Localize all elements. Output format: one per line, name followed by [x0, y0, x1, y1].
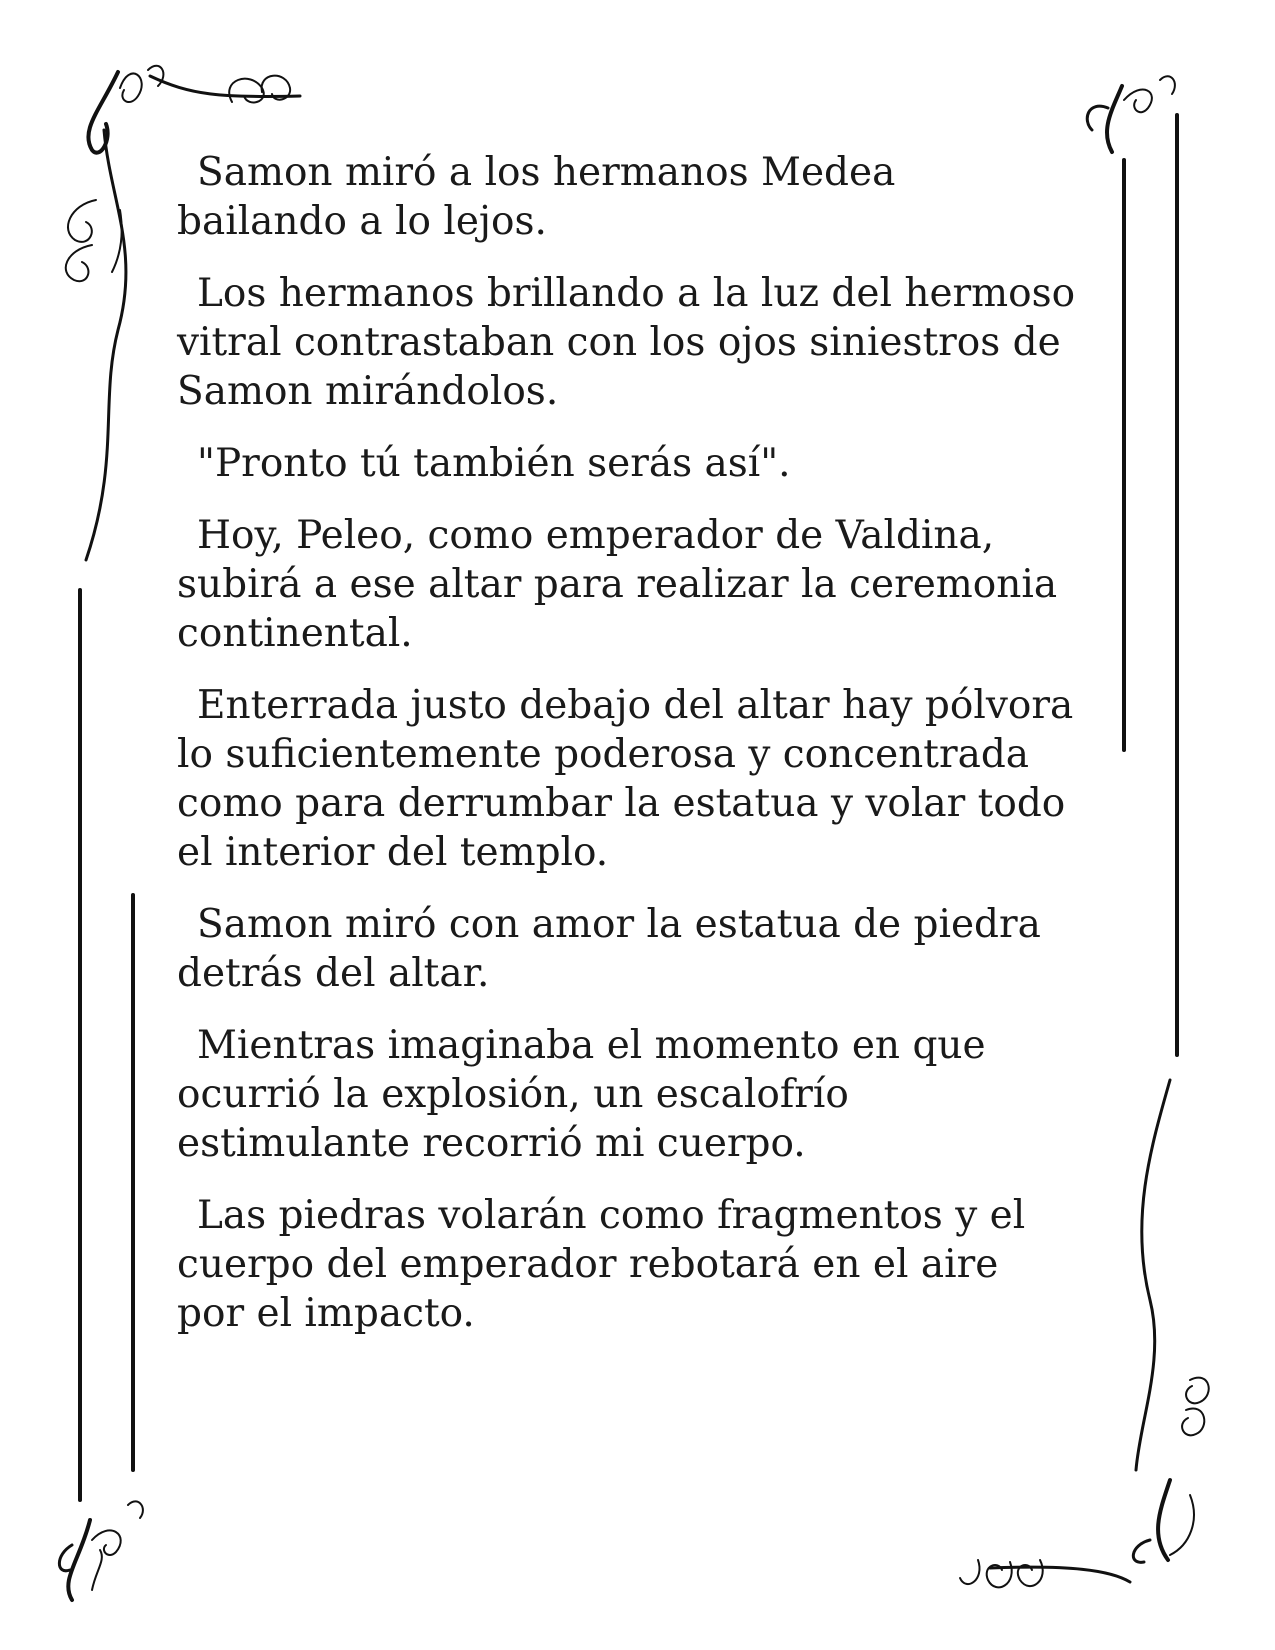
paragraph: Los hermanos brillando a la luz del hermoso vitral contrastaban con los ojos siniestros de Samon mirándolos.	[177, 271, 1076, 414]
paragraph: "Pronto tú también serás así".	[197, 441, 791, 486]
top-right-flourish	[1087, 76, 1175, 152]
paragraph: Samon miró a los hermanos Medea bailando a lo lejos.	[177, 150, 896, 244]
bottom-left-flourish	[59, 1501, 143, 1600]
story-text	[177, 148, 1077, 1361]
paragraph: Mientras imaginaba el momento en que ocurrió la explosión, un escalofrío estimulante recorrió mi cuerpo.	[177, 1023, 986, 1166]
paragraph: Samon miró con amor la estatua de piedra detrás del altar.	[177, 902, 1041, 996]
paragraph: Enterrada justo debajo del altar hay pólvora lo suficientemente poderosa y concentrada como para derrumbar la estatua y volar todo el interior del templo.	[177, 683, 1074, 875]
paragraph: Las piedras volarán como fragmentos y el cuerpo del emperador rebotará en el aire por el impacto.	[177, 1193, 1026, 1336]
paragraph: Hoy, Peleo, como emperador de Valdina, subirá a ese altar para realizar la ceremonia continental.	[177, 513, 1058, 656]
